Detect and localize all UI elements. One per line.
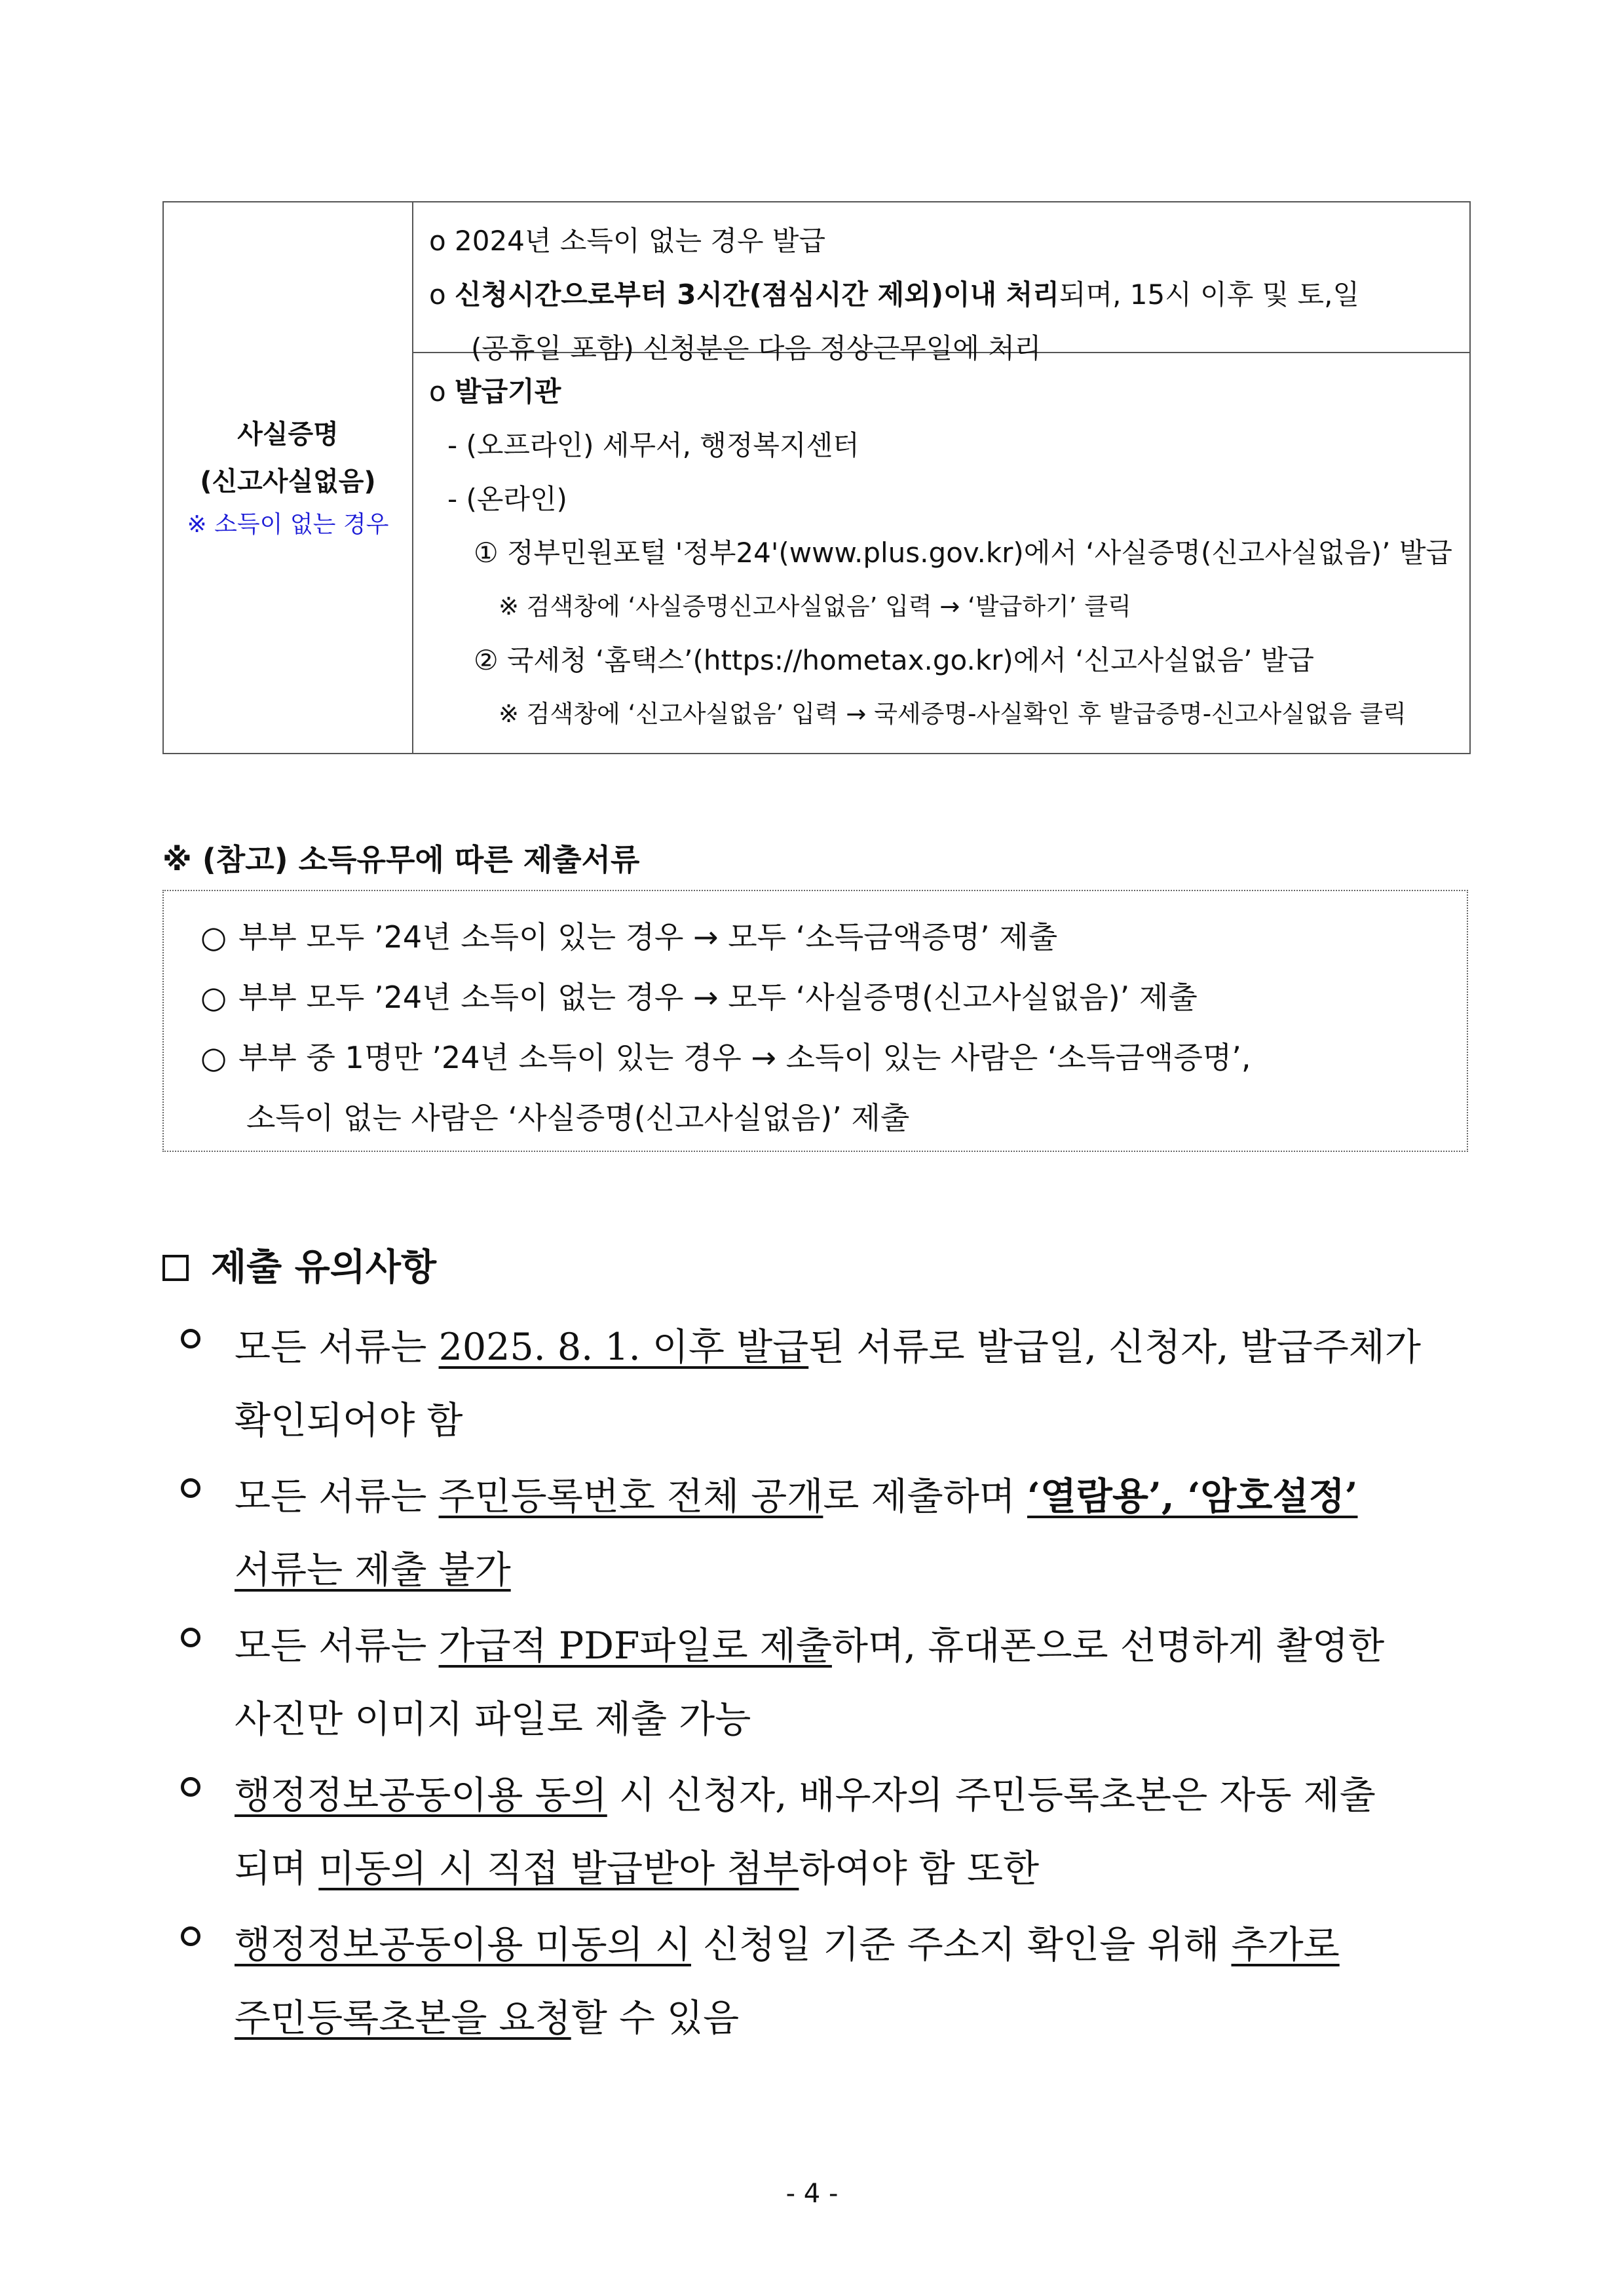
- underlined-text: 2025. 8. 1. 이후 발급: [438, 1326, 809, 1369]
- section-title: [162, 1238, 436, 1291]
- ring-bullet-icon: [181, 1777, 200, 1797]
- note-item-2: 모든 서류는 주민등록번호 전체 공개로 제출하며 ‘열람용’, ‘암호설정’ 서류는 제출 불가: [181, 1460, 1484, 1607]
- note-item-5: 행정정보공동이용 미동의 시 신청일 기준 주소지 확인을 위해 추가로 주민등록초본을 요청할 수 있음: [181, 1908, 1484, 2055]
- processing-time-bold: 신청시간으로부터 3시간(점심시간 제외)이내 처리: [455, 278, 1059, 311]
- certificate-name: 사실증명: [237, 419, 339, 450]
- ring-bullet-icon: [181, 1926, 200, 1946]
- reference-text: 부부 모두 ’24년 소득이 없는 경우 → 모두 ‘사실증명(신고사실없음)’ 제출: [238, 980, 1198, 1015]
- underlined-text: 추가로: [1231, 1923, 1340, 1966]
- underlined-text: 가급적 PDF파일로 제출: [438, 1624, 832, 1668]
- agency-online: - (온라인): [447, 483, 567, 515]
- ring-bullet-icon: [181, 1628, 200, 1647]
- reference-text: 부부 모두 ’24년 소득이 있는 경우 → 모두 ‘소득금액증명’ 제출: [238, 919, 1058, 955]
- online-item-1: ① 정부민원포털 '정부24'(www.plus.gov.kr)에서 ‘사실증명(신고사실없음)’ 발급: [473, 537, 1452, 569]
- square-bullet-icon: [162, 1255, 189, 1281]
- condition-line-3: (공휴일 포함) 신청분은 다음 정상근무일에 처리: [470, 332, 1042, 364]
- certificate-condition: ※ 소득이 없는 경우: [187, 511, 389, 538]
- underlined-text: 주민등록번호 전체 공개: [438, 1475, 823, 1518]
- note-item-3: 모든 서류는 가급적 PDF파일로 제출하며, 휴대폰으로 선명하게 촬영한 사진만 이미지 파일로 제출 가능: [181, 1609, 1484, 1756]
- section-title-text: 제출 유의사항: [211, 1246, 437, 1289]
- underlined-bold-text: ‘열람용’, ‘암호설정’: [1027, 1474, 1358, 1518]
- online-item-1-note: ※ 검색창에 ‘사실증명신고사실없음’ 입력 → ‘발급하기’ 클릭: [498, 592, 1131, 621]
- reference-line-4: 소득이 없는 사람은 ‘사실증명(신고사실없음)’ 제출: [246, 1100, 910, 1136]
- reference-title: ※ (참고) 소득유무에 따른 제출서류: [162, 842, 640, 877]
- underlined-text: 행정정보공동이용 미동의 시: [235, 1923, 691, 1966]
- ring-bullet-icon: [181, 1478, 200, 1498]
- bullet-o: o: [428, 278, 455, 311]
- ring-bullet-icon: [181, 1329, 200, 1349]
- reference-text: 부부 중 1명만 ’24년 소득이 있는 경우 → 소득이 있는 사람은 ‘소득금액증명’,: [238, 1040, 1251, 1075]
- bullet-o: o: [428, 375, 455, 408]
- processing-time-rest: 되며, 15시 이후 및 토,일: [1059, 278, 1360, 311]
- certificate-table: [162, 201, 1471, 754]
- page-number: - 4 -: [785, 2179, 839, 2209]
- certificate-label-cell: [163, 202, 413, 754]
- circle-bullet-icon: ○: [200, 980, 227, 1015]
- note-item-4: 행정정보공동이용 동의 시 신청자, 배우자의 주민등록초본은 자동 제출 되며 미동의 시 직접 발급받아 첨부하여야 함 또한: [181, 1759, 1484, 1905]
- condition-line-1: o 2024년 소득이 없는 경우 발급: [428, 225, 826, 257]
- issuance-conditions-cell: [413, 202, 1470, 364]
- reference-line-1: [200, 907, 1467, 967]
- agency-offline: - (오프라인) 세무서, 행정복지센터: [447, 429, 859, 461]
- note-item-1: 모든 서류는 2025. 8. 1. 이후 발급된 서류로 발급일, 신청자, 발급주체가 확인되어야 함: [181, 1311, 1484, 1457]
- reference-box: [162, 890, 1468, 1152]
- issuing-agency-cell: [413, 353, 1470, 754]
- underlined-text: 행정정보공동이용 동의: [235, 1774, 607, 1817]
- reference-line-2: [200, 967, 1467, 1027]
- circle-bullet-icon: ○: [200, 919, 227, 955]
- underlined-text: 서류는 제출 불가: [235, 1548, 511, 1592]
- certificate-subname: (신고사실없음): [200, 467, 376, 497]
- underlined-text: 주민등록초본을 요청: [235, 1997, 571, 2040]
- agency-heading-text: 발급기관: [455, 375, 561, 408]
- reference-line-3: [200, 1027, 1467, 1088]
- online-item-2-note: ※ 검색창에 ‘신고사실없음’ 입력 → 국세증명-사실확인 후 발급증명-신고사실없음 클릭: [498, 700, 1407, 728]
- condition-line-2: [429, 268, 1452, 322]
- notes-list: [181, 1311, 1484, 2057]
- circle-bullet-icon: ○: [200, 1040, 227, 1075]
- underlined-text: 미동의 시 직접 발급받아 첨부: [318, 1847, 799, 1890]
- online-item-2: ② 국세청 ‘홈택스’(https://hometax.go.kr)에서 ‘신고사실없음’ 발급: [473, 644, 1314, 676]
